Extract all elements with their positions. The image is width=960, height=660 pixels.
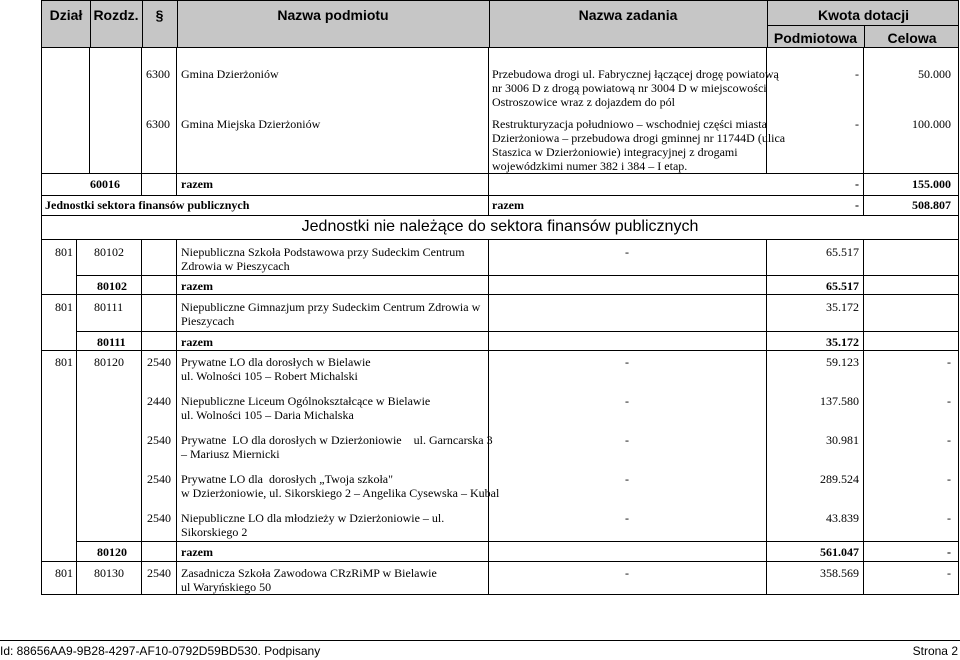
sum-label: razem [181, 177, 213, 191]
paragraph: 2540 [147, 472, 171, 486]
task: - [625, 355, 629, 369]
header-nazwa-podmiotu: Nazwa podmiotu [277, 7, 389, 23]
sum-podmiotowa: - [855, 177, 859, 191]
dzial: 801 [55, 300, 73, 314]
task-line: Staszica w Dzierżoniowie) integracyjnej z drogami [492, 145, 738, 159]
rozdz: 80130 [94, 566, 124, 580]
amount-podmiotowa: 30.981 [826, 433, 859, 447]
section-title: Jednostki nie należące do sektora finansów publicznych [301, 218, 699, 235]
amount-podmiotowa: 65.517 [826, 245, 859, 259]
entity-name: Gmina Miejska Dzierżoniów [181, 117, 321, 131]
sum-razem: razem [492, 198, 524, 212]
header-kwota-dotacji: Kwota dotacji [817, 7, 909, 23]
sum-celowa: 155.000 [912, 177, 951, 191]
paragraph: 2540 [147, 433, 171, 447]
paragraph: 2440 [147, 394, 171, 408]
sum-label: razem [181, 279, 213, 293]
sum-rozdz: 80102 [97, 279, 127, 293]
task: - [625, 472, 629, 486]
dzial: 801 [55, 566, 73, 580]
entity-line: Pieszycach [181, 314, 235, 328]
entity-line: Prywatne LO dla dorosłych „Twoja szkoła" [181, 472, 394, 486]
task: - [625, 566, 629, 580]
sum-rozdz: 80120 [97, 545, 127, 559]
task: - [625, 394, 629, 408]
task-line: nr 3006 D z drogą powiatową nr 3004 D w miejscowości [492, 81, 767, 95]
amount-celowa: - [947, 511, 951, 525]
entity-line: Zasadnicza Szkoła Zawodowa CRzRiMP w Bielawie [181, 566, 437, 580]
task-line: Przebudowa drogi ul. Fabrycznej łączącej drogę powiatową [492, 67, 779, 81]
sum-label: Jednostki sektora finansów publicznych [45, 198, 250, 212]
amount-podmiotowa: 289.524 [820, 472, 859, 486]
sum-podmiotowa: 561.047 [820, 545, 859, 559]
amount-celowa: 50.000 [918, 67, 951, 81]
amount-celowa: - [947, 355, 951, 369]
entity-line: Prywatne LO dla dorosłych w Bielawie [181, 355, 371, 369]
sum-rozdz: 80111 [97, 335, 126, 349]
entity-line: Zdrowia w Pieszycach [181, 259, 290, 273]
entity-line: ul Waryńskiego 50 [181, 580, 272, 594]
amount-podmiotowa: 137.580 [820, 394, 859, 408]
amount-podmiotowa: 43.839 [826, 511, 859, 525]
rozdz: 80111 [94, 300, 124, 314]
amount-celowa: - [947, 472, 951, 486]
header-podmiotowa: Podmiotowa [773, 30, 858, 46]
header-paragraph: § [155, 7, 164, 23]
amount-celowa: - [947, 433, 951, 447]
task-line: Restrukturyzacja południowo – wschodniej części miasta [492, 117, 767, 131]
sum-label: razem [181, 545, 213, 559]
task: - [625, 433, 629, 447]
task: - [625, 245, 629, 259]
sum-podmiotowa: - [855, 198, 859, 212]
task: - [625, 511, 629, 525]
header-nazwa-zadania: Nazwa zadania [578, 7, 678, 23]
entity-line: ul. Wolności 105 – Robert Michalski [181, 369, 358, 383]
header-celowa: Celowa [887, 30, 937, 46]
document-id: Id: 88656AA9-9B28-4297-AF10-0792D59BD530. Podpisany [0, 644, 321, 658]
entity-line: Prywatne LO dla dorosłych w Dzierżoniowie ul. Garncarska 3 [181, 433, 493, 447]
amount-celowa: - [947, 394, 951, 408]
amount-celowa: 100.000 [912, 117, 951, 131]
task-line: Ostroszowice wraz z dojazdem do pól [492, 95, 675, 109]
amount-podmiotowa: - [855, 117, 859, 131]
rozdz: 80120 [94, 355, 124, 369]
row-code: 6300 [146, 117, 170, 131]
entity-line: Niepubliczne Liceum Ogólnokształcące w Bielawie [181, 394, 431, 408]
entity-line: ul. Wolności 105 – Daria Michalska [181, 408, 354, 422]
dzial: 801 [55, 355, 73, 369]
sum-celowa: - [947, 545, 951, 559]
sum-code: 60016 [90, 177, 120, 191]
sum-podmiotowa: 35.172 [826, 335, 859, 349]
amount-podmiotowa: 35.172 [826, 300, 859, 314]
rozdz: 80102 [94, 245, 124, 259]
sum-label: razem [181, 335, 213, 349]
entity-line: – Mariusz Miernicki [181, 447, 280, 461]
task-line: Dzierżoniowa – przebudowa drogi gminnej nr 11744D (ulica [492, 131, 786, 145]
entity-line: Niepubliczne Gimnazjum przy Sudeckim Centrum Zdrowia w [181, 300, 481, 314]
amount-podmiotowa: - [855, 67, 859, 81]
paragraph: 2540 [147, 511, 171, 525]
page-number: Strona 2 [912, 644, 958, 658]
dzial: 801 [55, 245, 73, 259]
amount-podmiotowa: 358.569 [820, 566, 859, 580]
task-line: wojewódzkimi numer 382 i 384 – I etap. [492, 159, 688, 173]
row-code: 6300 [146, 67, 170, 81]
entity-line: Niepubliczna Szkoła Podstawowa przy Sudeckim Centrum [181, 245, 465, 259]
amount-celowa: - [947, 566, 951, 580]
entity-name: Gmina Dzierżoniów [181, 67, 279, 81]
amount-podmiotowa: 59.123 [826, 355, 859, 369]
header-rozdz: Rozdz. [93, 7, 139, 23]
entity-line: w Dzierżoniowie, ul. Sikorskiego 2 – Angelika Cysewska – Kubal [181, 486, 500, 500]
entity-line: Sikorskiego 2 [181, 525, 248, 539]
paragraph: 2540 [147, 355, 171, 369]
sum-podmiotowa: 65.517 [826, 279, 859, 293]
paragraph: 2540 [147, 566, 171, 580]
sum-celowa: 508.807 [912, 198, 951, 212]
header-dzial: Dział [49, 7, 83, 23]
entity-line: Niepubliczne LO dla młodzieży w Dzierżoniowie – ul. [181, 511, 445, 525]
table-header [41, 0, 959, 48]
